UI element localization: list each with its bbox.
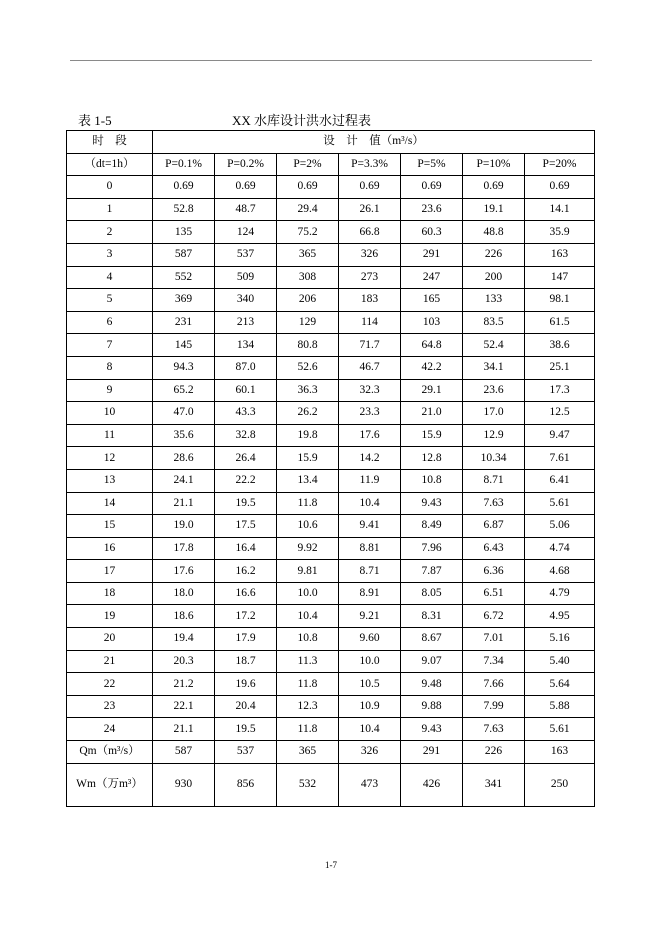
value-cell: 6.41 bbox=[525, 469, 595, 492]
value-cell: 4.74 bbox=[525, 537, 595, 560]
value-cell: 9.88 bbox=[401, 695, 463, 718]
value-cell: 15.9 bbox=[401, 424, 463, 447]
value-cell: 5.40 bbox=[525, 650, 595, 673]
value-cell: 17.6 bbox=[339, 424, 401, 447]
value-cell: 226 bbox=[463, 243, 525, 266]
value-cell: 65.2 bbox=[153, 379, 215, 402]
table-row bbox=[67, 515, 595, 538]
value-cell: 10.0 bbox=[277, 582, 339, 605]
value-cell: 38.6 bbox=[525, 334, 595, 357]
value-cell: 369 bbox=[153, 289, 215, 312]
value-cell: 43.3 bbox=[215, 402, 277, 425]
value-cell: 183 bbox=[339, 289, 401, 312]
period-cell: 15 bbox=[67, 515, 153, 538]
value-cell: 6.72 bbox=[463, 605, 525, 628]
value-cell: 8.31 bbox=[401, 605, 463, 628]
value-cell: 11.9 bbox=[339, 469, 401, 492]
period-cell: 13 bbox=[67, 469, 153, 492]
table-row bbox=[67, 469, 595, 492]
value-cell: 165 bbox=[401, 289, 463, 312]
value-cell: 19.8 bbox=[277, 424, 339, 447]
value-cell: 8.05 bbox=[401, 582, 463, 605]
summary-value-cell: 426 bbox=[401, 763, 463, 806]
value-cell: 9.07 bbox=[401, 650, 463, 673]
value-cell: 4.68 bbox=[525, 560, 595, 583]
value-cell: 124 bbox=[215, 221, 277, 244]
value-cell: 4.79 bbox=[525, 582, 595, 605]
value-cell: 71.7 bbox=[339, 334, 401, 357]
value-cell: 326 bbox=[339, 243, 401, 266]
value-cell: 25.1 bbox=[525, 356, 595, 379]
value-cell: 7.99 bbox=[463, 695, 525, 718]
value-cell: 16.2 bbox=[215, 560, 277, 583]
value-cell: 18.6 bbox=[153, 605, 215, 628]
value-cell: 20.3 bbox=[153, 650, 215, 673]
value-cell: 5.16 bbox=[525, 628, 595, 651]
value-cell: 509 bbox=[215, 266, 277, 289]
value-cell: 7.01 bbox=[463, 628, 525, 651]
value-cell: 206 bbox=[277, 289, 339, 312]
value-cell: 9.43 bbox=[401, 718, 463, 741]
period-unit: （dt=1h） bbox=[67, 153, 153, 176]
value-cell: 12.8 bbox=[401, 447, 463, 470]
value-cell: 6.43 bbox=[463, 537, 525, 560]
table-row bbox=[67, 447, 595, 470]
design-value-header: 设 计 值（m³/s） bbox=[153, 131, 595, 154]
value-cell: 21.1 bbox=[153, 718, 215, 741]
value-cell: 7.34 bbox=[463, 650, 525, 673]
period-cell: 4 bbox=[67, 266, 153, 289]
value-cell: 7.96 bbox=[401, 537, 463, 560]
value-cell: 8.81 bbox=[339, 537, 401, 560]
table-row bbox=[67, 582, 595, 605]
value-cell: 61.5 bbox=[525, 311, 595, 334]
period-cell: 21 bbox=[67, 650, 153, 673]
value-cell: 8.67 bbox=[401, 628, 463, 651]
value-cell: 537 bbox=[215, 243, 277, 266]
value-cell: 5.61 bbox=[525, 718, 595, 741]
table-row bbox=[67, 628, 595, 651]
value-cell: 9.21 bbox=[339, 605, 401, 628]
summary-value-cell: 930 bbox=[153, 763, 215, 806]
value-cell: 19.0 bbox=[153, 515, 215, 538]
design-flood-table bbox=[66, 130, 595, 807]
column-header: P=20% bbox=[525, 153, 595, 176]
value-cell: 17.0 bbox=[463, 402, 525, 425]
value-cell: 0.69 bbox=[401, 176, 463, 199]
value-cell: 17.6 bbox=[153, 560, 215, 583]
value-cell: 36.3 bbox=[277, 379, 339, 402]
summary-value-cell: 856 bbox=[215, 763, 277, 806]
table-row bbox=[67, 334, 595, 357]
summary-value-cell: 473 bbox=[339, 763, 401, 806]
value-cell: 0.69 bbox=[215, 176, 277, 199]
value-cell: 8.71 bbox=[339, 560, 401, 583]
summary-value-cell: 587 bbox=[153, 741, 215, 764]
value-cell: 0.69 bbox=[525, 176, 595, 199]
value-cell: 64.8 bbox=[401, 334, 463, 357]
value-cell: 34.1 bbox=[463, 356, 525, 379]
value-cell: 83.5 bbox=[463, 311, 525, 334]
column-header: P=2% bbox=[277, 153, 339, 176]
table-row bbox=[67, 424, 595, 447]
value-cell: 308 bbox=[277, 266, 339, 289]
value-cell: 5.64 bbox=[525, 673, 595, 696]
value-cell: 32.3 bbox=[339, 379, 401, 402]
period-cell: 9 bbox=[67, 379, 153, 402]
table-title: XX 水库设计洪水过程表 bbox=[232, 113, 372, 128]
table-row bbox=[67, 289, 595, 312]
period-cell: 18 bbox=[67, 582, 153, 605]
period-cell: 23 bbox=[67, 695, 153, 718]
value-cell: 47.0 bbox=[153, 402, 215, 425]
value-cell: 6.87 bbox=[463, 515, 525, 538]
value-cell: 10.6 bbox=[277, 515, 339, 538]
value-cell: 7.63 bbox=[463, 492, 525, 515]
value-cell: 35.6 bbox=[153, 424, 215, 447]
value-cell: 35.9 bbox=[525, 221, 595, 244]
value-cell: 10.9 bbox=[339, 695, 401, 718]
period-cell: 6 bbox=[67, 311, 153, 334]
page-number: 1-7 bbox=[325, 860, 337, 870]
period-cell: 0 bbox=[67, 176, 153, 199]
value-cell: 213 bbox=[215, 311, 277, 334]
value-cell: 10.4 bbox=[339, 492, 401, 515]
period-cell: 24 bbox=[67, 718, 153, 741]
value-cell: 52.8 bbox=[153, 198, 215, 221]
summary-value-cell: 226 bbox=[463, 741, 525, 764]
period-cell: 8 bbox=[67, 356, 153, 379]
summary-value-cell: 250 bbox=[525, 763, 595, 806]
value-cell: 9.81 bbox=[277, 560, 339, 583]
period-cell: 22 bbox=[67, 673, 153, 696]
summary-value-cell: 326 bbox=[339, 741, 401, 764]
column-header: P=3.3% bbox=[339, 153, 401, 176]
period-cell: 11 bbox=[67, 424, 153, 447]
value-cell: 365 bbox=[277, 243, 339, 266]
period-header: 时 段 bbox=[67, 131, 153, 154]
value-cell: 98.1 bbox=[525, 289, 595, 312]
value-cell: 7.87 bbox=[401, 560, 463, 583]
summary-value-cell: 537 bbox=[215, 741, 277, 764]
value-cell: 5.88 bbox=[525, 695, 595, 718]
table-row bbox=[67, 605, 595, 628]
value-cell: 7.61 bbox=[525, 447, 595, 470]
value-cell: 22.1 bbox=[153, 695, 215, 718]
peak-discharge-row bbox=[67, 741, 595, 764]
value-cell: 17.3 bbox=[525, 379, 595, 402]
table-row bbox=[67, 266, 595, 289]
value-cell: 46.7 bbox=[339, 356, 401, 379]
period-cell: 12 bbox=[67, 447, 153, 470]
value-cell: 28.6 bbox=[153, 447, 215, 470]
value-cell: 23.6 bbox=[463, 379, 525, 402]
value-cell: 16.4 bbox=[215, 537, 277, 560]
value-cell: 13.4 bbox=[277, 469, 339, 492]
value-cell: 10.4 bbox=[277, 605, 339, 628]
value-cell: 5.06 bbox=[525, 515, 595, 538]
table-row bbox=[67, 379, 595, 402]
value-cell: 5.61 bbox=[525, 492, 595, 515]
period-cell: 1 bbox=[67, 198, 153, 221]
value-cell: 163 bbox=[525, 243, 595, 266]
value-cell: 80.8 bbox=[277, 334, 339, 357]
table-row bbox=[67, 718, 595, 741]
value-cell: 21.2 bbox=[153, 673, 215, 696]
value-cell: 60.1 bbox=[215, 379, 277, 402]
value-cell: 10.8 bbox=[277, 628, 339, 651]
value-cell: 60.3 bbox=[401, 221, 463, 244]
value-cell: 11.3 bbox=[277, 650, 339, 673]
value-cell: 552 bbox=[153, 266, 215, 289]
value-cell: 14.2 bbox=[339, 447, 401, 470]
value-cell: 12.9 bbox=[463, 424, 525, 447]
value-cell: 26.4 bbox=[215, 447, 277, 470]
value-cell: 23.6 bbox=[401, 198, 463, 221]
value-cell: 19.1 bbox=[463, 198, 525, 221]
value-cell: 7.66 bbox=[463, 673, 525, 696]
table-row bbox=[67, 176, 595, 199]
value-cell: 200 bbox=[463, 266, 525, 289]
value-cell: 0.69 bbox=[277, 176, 339, 199]
table-row bbox=[67, 221, 595, 244]
value-cell: 133 bbox=[463, 289, 525, 312]
table-row bbox=[67, 673, 595, 696]
value-cell: 9.48 bbox=[401, 673, 463, 696]
value-cell: 19.5 bbox=[215, 718, 277, 741]
period-cell: 17 bbox=[67, 560, 153, 583]
value-cell: 17.2 bbox=[215, 605, 277, 628]
value-cell: 20.4 bbox=[215, 695, 277, 718]
value-cell: 21.1 bbox=[153, 492, 215, 515]
value-cell: 48.7 bbox=[215, 198, 277, 221]
table-row bbox=[67, 650, 595, 673]
value-cell: 273 bbox=[339, 266, 401, 289]
value-cell: 26.1 bbox=[339, 198, 401, 221]
value-cell: 29.4 bbox=[277, 198, 339, 221]
period-cell: 20 bbox=[67, 628, 153, 651]
value-cell: 134 bbox=[215, 334, 277, 357]
value-cell: 103 bbox=[401, 311, 463, 334]
value-cell: 8.49 bbox=[401, 515, 463, 538]
value-cell: 0.69 bbox=[153, 176, 215, 199]
value-cell: 19.5 bbox=[215, 492, 277, 515]
value-cell: 10.8 bbox=[401, 469, 463, 492]
summary-label: Wm（万m³） bbox=[67, 763, 153, 806]
column-header: P=0.2% bbox=[215, 153, 277, 176]
period-cell: 7 bbox=[67, 334, 153, 357]
value-cell: 18.7 bbox=[215, 650, 277, 673]
period-cell: 16 bbox=[67, 537, 153, 560]
value-cell: 21.0 bbox=[401, 402, 463, 425]
period-cell: 14 bbox=[67, 492, 153, 515]
table-row bbox=[67, 356, 595, 379]
value-cell: 14.1 bbox=[525, 198, 595, 221]
value-cell: 145 bbox=[153, 334, 215, 357]
table-row bbox=[67, 198, 595, 221]
value-cell: 48.8 bbox=[463, 221, 525, 244]
value-cell: 42.2 bbox=[401, 356, 463, 379]
value-cell: 32.8 bbox=[215, 424, 277, 447]
summary-value-cell: 291 bbox=[401, 741, 463, 764]
value-cell: 8.91 bbox=[339, 582, 401, 605]
value-cell: 9.47 bbox=[525, 424, 595, 447]
table-row bbox=[67, 402, 595, 425]
value-cell: 15.9 bbox=[277, 447, 339, 470]
table-number: 表 1-5 bbox=[78, 113, 112, 128]
table-row bbox=[67, 695, 595, 718]
value-cell: 24.1 bbox=[153, 469, 215, 492]
summary-value-cell: 341 bbox=[463, 763, 525, 806]
value-cell: 11.8 bbox=[277, 673, 339, 696]
value-cell: 6.36 bbox=[463, 560, 525, 583]
value-cell: 11.8 bbox=[277, 492, 339, 515]
value-cell: 0.69 bbox=[463, 176, 525, 199]
value-cell: 587 bbox=[153, 243, 215, 266]
value-cell: 19.4 bbox=[153, 628, 215, 651]
value-cell: 94.3 bbox=[153, 356, 215, 379]
value-cell: 114 bbox=[339, 311, 401, 334]
value-cell: 23.3 bbox=[339, 402, 401, 425]
value-cell: 87.0 bbox=[215, 356, 277, 379]
value-cell: 147 bbox=[525, 266, 595, 289]
period-cell: 3 bbox=[67, 243, 153, 266]
summary-label: Qm（m³/s） bbox=[67, 741, 153, 764]
flood-volume-row bbox=[67, 763, 595, 806]
value-cell: 26.2 bbox=[277, 402, 339, 425]
value-cell: 17.8 bbox=[153, 537, 215, 560]
value-cell: 9.60 bbox=[339, 628, 401, 651]
value-cell: 11.8 bbox=[277, 718, 339, 741]
value-cell: 247 bbox=[401, 266, 463, 289]
summary-value-cell: 365 bbox=[277, 741, 339, 764]
value-cell: 66.8 bbox=[339, 221, 401, 244]
table-row bbox=[67, 537, 595, 560]
column-header: P=5% bbox=[401, 153, 463, 176]
value-cell: 17.5 bbox=[215, 515, 277, 538]
value-cell: 10.4 bbox=[339, 718, 401, 741]
value-cell: 291 bbox=[401, 243, 463, 266]
table-row bbox=[67, 492, 595, 515]
summary-value-cell: 163 bbox=[525, 741, 595, 764]
period-cell: 10 bbox=[67, 402, 153, 425]
value-cell: 10.5 bbox=[339, 673, 401, 696]
value-cell: 18.0 bbox=[153, 582, 215, 605]
period-cell: 2 bbox=[67, 221, 153, 244]
value-cell: 16.6 bbox=[215, 582, 277, 605]
value-cell: 9.41 bbox=[339, 515, 401, 538]
column-header: P=10% bbox=[463, 153, 525, 176]
value-cell: 10.34 bbox=[463, 447, 525, 470]
value-cell: 0.69 bbox=[339, 176, 401, 199]
table-row bbox=[67, 311, 595, 334]
value-cell: 75.2 bbox=[277, 221, 339, 244]
value-cell: 12.5 bbox=[525, 402, 595, 425]
header-rule bbox=[70, 60, 592, 61]
value-cell: 17.9 bbox=[215, 628, 277, 651]
value-cell: 29.1 bbox=[401, 379, 463, 402]
value-cell: 9.92 bbox=[277, 537, 339, 560]
summary-value-cell: 532 bbox=[277, 763, 339, 806]
table-row bbox=[67, 560, 595, 583]
value-cell: 22.2 bbox=[215, 469, 277, 492]
value-cell: 6.51 bbox=[463, 582, 525, 605]
value-cell: 12.3 bbox=[277, 695, 339, 718]
value-cell: 9.43 bbox=[401, 492, 463, 515]
value-cell: 129 bbox=[277, 311, 339, 334]
value-cell: 135 bbox=[153, 221, 215, 244]
period-cell: 19 bbox=[67, 605, 153, 628]
value-cell: 231 bbox=[153, 311, 215, 334]
value-cell: 52.6 bbox=[277, 356, 339, 379]
value-cell: 8.71 bbox=[463, 469, 525, 492]
value-cell: 340 bbox=[215, 289, 277, 312]
value-cell: 52.4 bbox=[463, 334, 525, 357]
period-cell: 5 bbox=[67, 289, 153, 312]
table-row bbox=[67, 243, 595, 266]
value-cell: 7.63 bbox=[463, 718, 525, 741]
column-header: P=0.1% bbox=[153, 153, 215, 176]
value-cell: 4.95 bbox=[525, 605, 595, 628]
value-cell: 10.0 bbox=[339, 650, 401, 673]
value-cell: 19.6 bbox=[215, 673, 277, 696]
